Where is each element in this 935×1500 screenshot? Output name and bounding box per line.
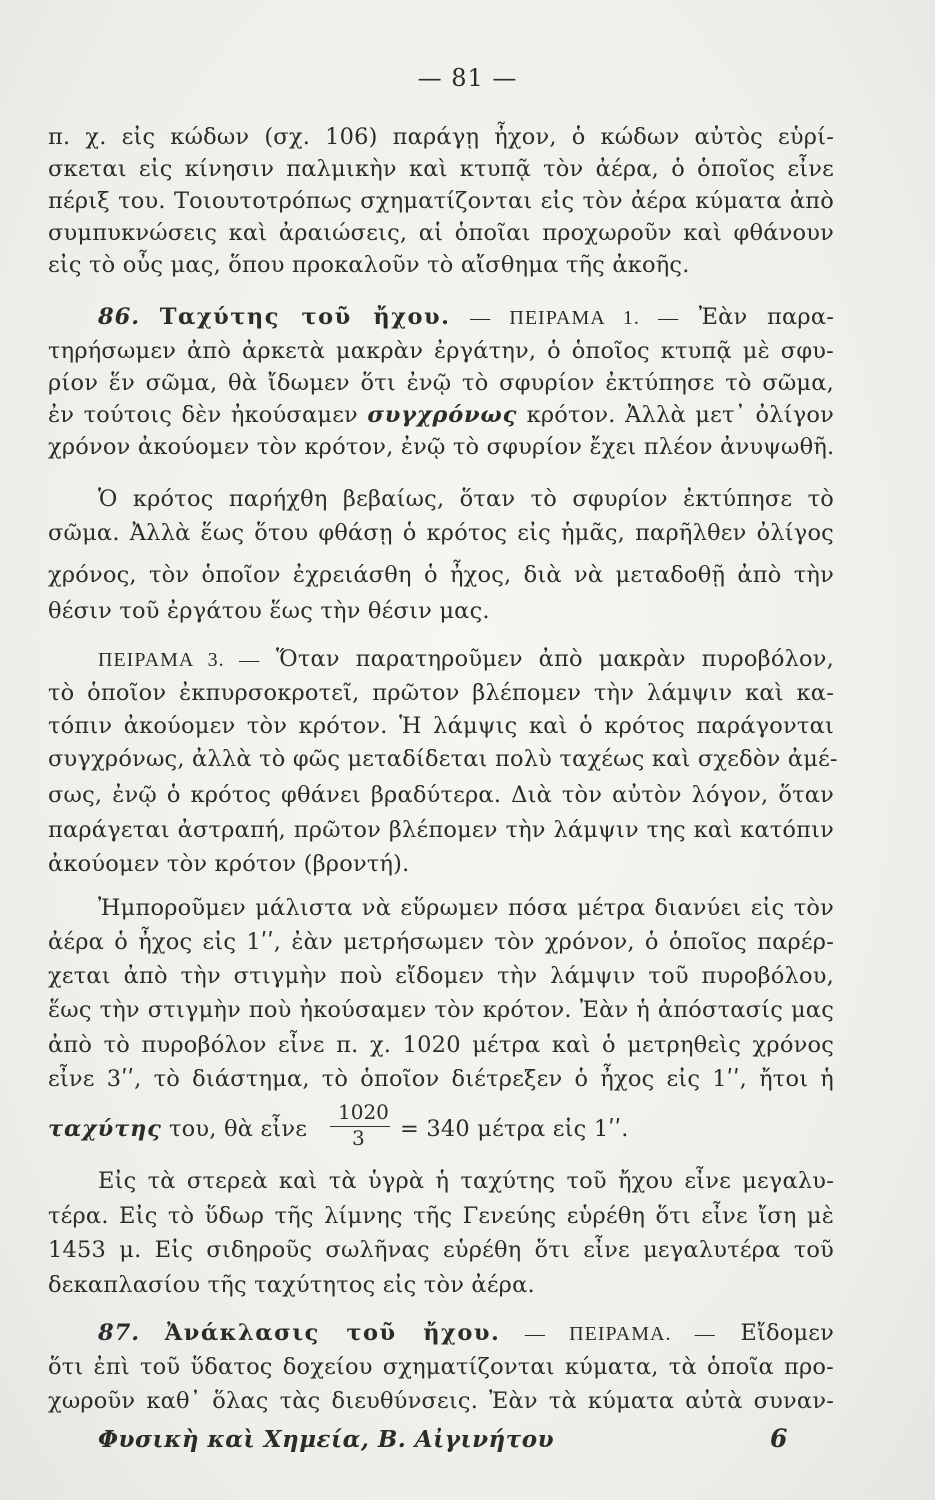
text-line: τὸ ὁποῖον ἐκπυρσοκροτεῖ, πρῶτον βλέπομεν τὴν λάμψιν καὶ κα- (48, 680, 834, 706)
text-line: θέσιν τοῦ ἐργάτου ἕως τὴν θέσιν μας. (48, 598, 490, 624)
text-fragment: Εἴδομεν (740, 1320, 835, 1346)
section-87-heading (98, 1318, 834, 1349)
text-fragment: Ὅταν παρατηροῦμεν ἀπὸ μακρὰν πυροβόλον, (276, 646, 835, 672)
text-fragment: του, θὰ εἶνε (169, 1116, 308, 1142)
text-line: σκεται εἰς κίνησιν παλμικὴν καὶ κτυπᾷ τὸν ἀέρα, ὁ ὁποῖος εἶνε (48, 156, 834, 182)
text-line: συγχρόνως, ἀλλὰ τὸ φῶς μεταδίδεται πολὺ ταχέως καὶ σχεδὸν ἀμέ- (48, 746, 838, 772)
text-line: ρίον ἕν σῶμα, θὰ ἴδωμεν ὅτι ἐνῷ τὸ σφυρίον ἐκτύπησε τὸ σῶμα, (48, 370, 834, 396)
section-number: 87. (98, 1320, 141, 1346)
paragraph-first-line: Εἰς τὰ στερεὰ καὶ τὰ ὑγρὰ ἡ ταχύτης τοῦ ἤχου εἶνε μεγαλυ- (98, 1168, 834, 1194)
emphasis-word: ταχύτης (48, 1116, 162, 1142)
section-title: Ἀνάκλασις τοῦ ἤχου. (164, 1320, 501, 1346)
text-line: ἀπὸ τὸ πυροβόλον εἶνε π. χ. 1020 μέτρα καὶ ὁ μετρηθεὶς χρόνος (48, 1032, 834, 1058)
experiment-3-line (98, 644, 834, 675)
text-line: πέριξ του. Τοιουτοτρόπως σχηματίζονται εἰς τὸν ἀέρα κύματα ἀπὸ (48, 188, 834, 214)
text-line: σως, ἐνῷ ὁ κρότος φθάνει βραδύτερα. Διὰ τὸν αὐτὸν λόγον, ὅταν (48, 782, 834, 808)
text-line: π. χ. εἰς κώδων (σχ. 106) παράγῃ ἦχον, ὁ κώδων αὐτὸς εὑρί- (48, 124, 834, 150)
section-86-heading (98, 302, 834, 333)
formula-left (48, 1114, 348, 1144)
text-line: εἰς τὸ οὖς μας, ὅπου προκαλοῦν τὸ αἴσθημα τῆς ἀκοῆς. (48, 252, 690, 278)
text-line: δεκαπλασίου τῆς ταχύτητος εἰς τὸν ἀέρα. (48, 1272, 535, 1298)
section-number: 86. (98, 304, 141, 330)
text-line: τόπιν ἀκούομεν τὸν κρότον. Ἡ λάμψις καὶ ὁ κρότος παράγονται (48, 713, 834, 739)
paragraph-first-line: Ὁ κρότος παρήχθη βεβαίως, ὅταν τὸ σφυρίον ἐκτύπησε τὸ (98, 486, 834, 512)
text-line: παράγεται ἀστραπή, πρῶτον βλέπομεν τὴν λάμψιν της καὶ κατόπιν (48, 817, 834, 843)
text-line: ὅτι ἐπὶ τοῦ ὕδατος δοχείου σχηματίζονται κύματα, τὰ ὁποῖα προ- (48, 1354, 834, 1380)
text-fragment: Ἐὰν παρα- (698, 304, 835, 330)
page-number: — 81 — (417, 64, 518, 92)
text-line: συμπυκνώσεις καὶ ἀραιώσεις, αἱ ὁποῖαι προχωροῦν καὶ φθάνουν (48, 220, 834, 246)
text-line: χρόνον ἀκούομεν τὸν κρότον, ἐνῷ τὸ σφυρίον ἔχει πλέον ἀνυψωθῆ. (48, 434, 835, 460)
emphasis-word: συγχρόνως (367, 402, 518, 428)
experiment-label: ΠΕΙΡΑΜΑ 3. — (98, 649, 261, 671)
text-fragment: ἐν τούτοις δὲν ἠκούσαμεν (48, 402, 358, 428)
footer-book-title: Φυσικὴ καὶ Χημεία, Β. Αἰγινήτου (98, 1426, 555, 1453)
section-title: Ταχύτης τοῦ ἤχου. (159, 304, 451, 330)
text-line-sync (48, 400, 834, 430)
formula-denominator: 3 (352, 1126, 365, 1150)
text-line: τέρα. Εἰς τὸ ὕδωρ τῆς λίμνης τῆς Γενεύης εὑρέθη ὅτι εἶνε ἴση μὲ (48, 1203, 834, 1229)
text-line: ἕως τὴν στιγμὴν ποὺ ἠκούσαμεν τὸν κρότον. Ἐὰν ἡ ἀπόστασίς μας (48, 997, 834, 1023)
formula-result: = 340 μέτρα εἰς 1ʹʹ. (400, 1116, 629, 1142)
text-line: 1453 μ. Εἰς σιδηροῦς σωλῆνας εὑρέθη ὅτι εἶνε μεγαλυτέρα τοῦ (48, 1237, 834, 1263)
text-line: χεται ἀπὸ τὴν στιγμὴν ποὺ εἴδομεν τὴν λάμψιν τοῦ πυροβόλου, (48, 963, 834, 989)
paragraph-first-line: Ἠμποροῦμεν μάλιστα νὰ εὕρωμεν πόσα μέτρα διανύει εἰς τὸν (98, 895, 834, 921)
text-line: χωροῦν καθ᾽ ὅλας τὰς διευθύνσεις. Ἐὰν τὰ κύματα αὐτὰ συναν- (48, 1388, 834, 1414)
text-line: χρόνος, τὸν ὁποῖον ἐχρειάσθη ὁ ἦχος, διὰ νὰ μεταδοθῇ ἀπὸ τὴν (48, 562, 834, 588)
experiment-label: — ΠΕΙΡΑΜΑ. — (524, 1323, 716, 1345)
text-line: τηρήσωμεν ἀπὸ ἀρκετὰ μακρὰν ἐργάτην, ὁ ὁποῖος κτυπᾷ μὲ σφυ- (48, 338, 834, 364)
text-fragment: κρότον. Ἀλλὰ μετ᾽ ὀλίγον (526, 402, 834, 428)
text-line: ἀκούομεν τὸν κρότον (βροντή). (48, 851, 410, 877)
text-line: ἀέρα ὁ ἦχος εἰς 1ʹʹ, ἐὰν μετρήσωμεν τὸν χρόνον, ὁ ὁποῖος παρέρ- (48, 929, 834, 955)
footer-signature-number: 6 (770, 1424, 788, 1453)
experiment-label: — ΠΕΙΡΑΜΑ 1. — (470, 307, 680, 329)
text-line: σῶμα. Ἀλλὰ ἕως ὅτου φθάσῃ ὁ κρότος εἰς ἡμᾶς, παρῆλθεν ὀλίγος (48, 520, 834, 546)
formula-numerator: 1020 (338, 1100, 389, 1124)
text-line: εἶνε 3ʹʹ, τὸ διάστημα, τὸ ὁποῖον διέτρεξεν ὁ ἦχος εἰς 1ʹʹ, ἤτοι ἡ (48, 1066, 834, 1092)
